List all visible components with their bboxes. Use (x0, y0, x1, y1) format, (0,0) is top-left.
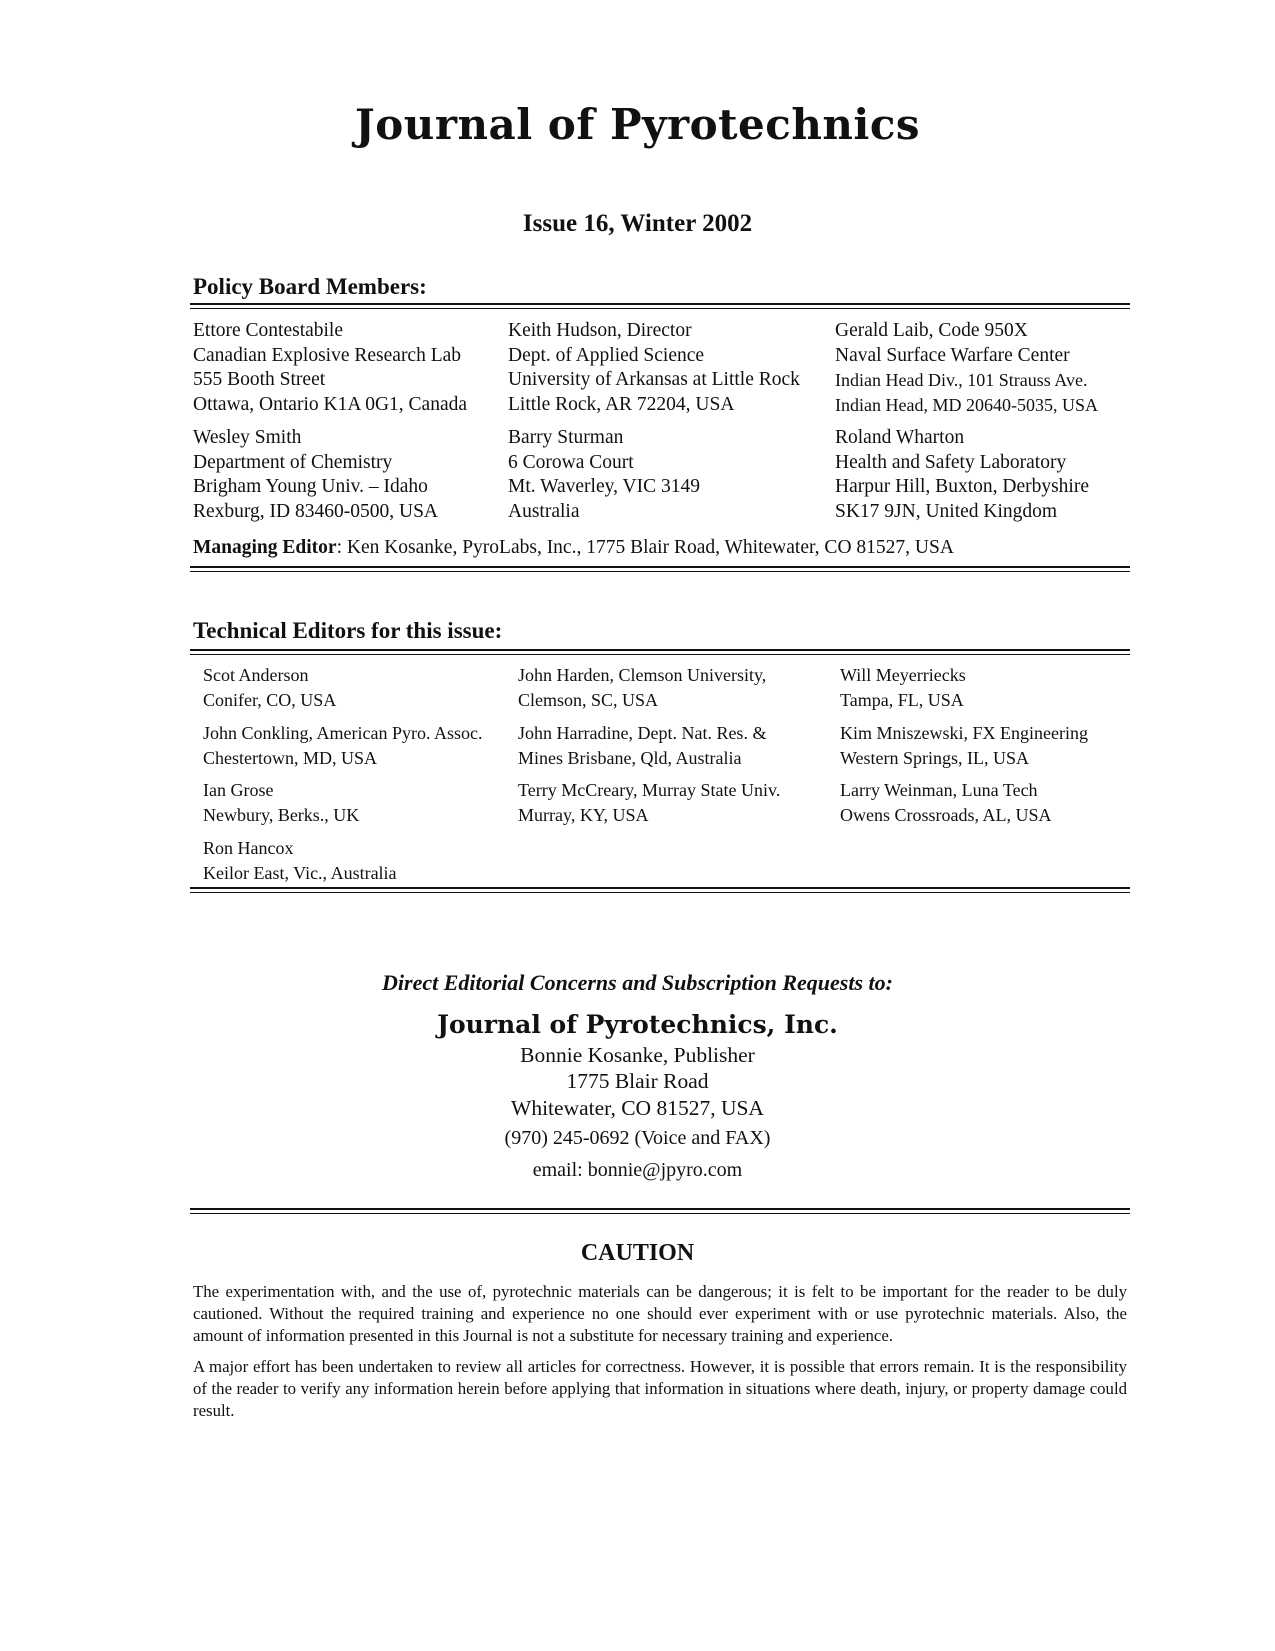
technical-editors-bottom-rule (190, 887, 1130, 893)
policy-member-contestabile: Ettore Contestabile Canadian Explosive Research Lab 555 Booth Street Ottawa, Ontario K1A 0G1, Canada (193, 320, 468, 415)
caution-heading: CAUTION (580, 1240, 695, 1266)
contact-bottom-rule (190, 1208, 1130, 1214)
tech-editor-mccreary: Terry McCreary, Murray State Univ. Murray, KY, USA (518, 780, 781, 825)
tech-editor-grose: Ian Grose Newbury, Berks., UK (203, 780, 360, 825)
policy-member-wharton: Roland Wharton Health and Safety Laboratory Harpur Hill, Buxton, Derbyshire SK17 9JN, United Kingdom (835, 427, 1089, 522)
phone-number: (970) 245-0692 (Voice and FAX) (504, 1127, 771, 1149)
policy-member-laib: Gerald Laib, Code 950X Naval Surface Warfare Center Indian Head Div., 101 Strauss Ave. Indian Head, MD 20640-5035, USA (835, 320, 1098, 415)
company-name: Journal of Pyrotechnics, Inc. (437, 1010, 838, 1039)
tech-editor-harden: John Harden, Clemson University, Clemson, SC, USA (518, 665, 767, 710)
technical-editors-top-rule (190, 649, 1130, 655)
policy-member-sturman: Barry Sturman 6 Corowa Court Mt. Waverley, VIC 3149 Australia (508, 427, 700, 522)
caution-paragraph-2: A major effort has been undertaken to review all articles for correctness. However, it is possible that errors remain. It is the responsibility of the reader to verify any information herein before applying that information in situations where death, injury, or property damage could result. (193, 1357, 1127, 1420)
journal-title: Journal of Pyrotechnics (354, 100, 921, 149)
tech-editor-meyerriecks: Will Meyerriecks Tampa, FL, USA (840, 665, 966, 710)
caution-paragraph-1: The experimentation with, and the use of, pyrotechnic materials can be dangerous; it is felt to be important for the reader to be duly cautioned. Without the required training and experience no one should ever experiment with or use pyrotechnic materials. Also, the amount of information presented in this Journal is not a substitute for necessary training and experience. (193, 1282, 1127, 1345)
publisher-name: Bonnie Kosanke, Publisher (520, 1043, 755, 1067)
tech-editor-mniszewski: Kim Mniszewski, FX Engineering Western Springs, IL, USA (840, 723, 1088, 768)
policy-board-top-rule (190, 303, 1130, 309)
tech-editor-weinman: Larry Weinman, Luna Tech Owens Crossroads, AL, USA (840, 780, 1052, 825)
managing-editor (193, 537, 954, 559)
email-address: email: bonnie@jpyro.com (532, 1159, 743, 1181)
policy-member-hudson: Keith Hudson, Director Dept. of Applied Science University of Arkansas at Little Rock Little Rock, AR 72204, USA (508, 320, 800, 415)
city-address: Whitewater, CO 81527, USA (511, 1096, 764, 1120)
tech-editor-conkling: John Conkling, American Pyro. Assoc. Chestertown, MD, USA (203, 723, 483, 768)
issue-label: Issue 16, Winter 2002 (522, 210, 753, 237)
contact-heading: Direct Editorial Concerns and Subscription Requests to: (382, 970, 893, 995)
policy-board-bottom-rule (190, 566, 1130, 572)
tech-editor-harradine: John Harradine, Dept. Nat. Res. & Mines Brisbane, Qld, Australia (518, 723, 767, 768)
technical-editors-heading: Technical Editors for this issue: (193, 618, 503, 643)
tech-editor-anderson: Scot Anderson Conifer, CO, USA (203, 665, 337, 710)
managing-editor-label: Managing Editor (193, 537, 337, 558)
tech-editor-hancox: Ron Hancox Keilor East, Vic., Australia (203, 838, 397, 883)
policy-board-heading: Policy Board Members: (193, 274, 427, 299)
policy-member-smith: Wesley Smith Department of Chemistry Brigham Young Univ. – Idaho Rexburg, ID 83460-0500, USA (193, 427, 439, 522)
street-address: 1775 Blair Road (566, 1069, 709, 1093)
managing-editor-text: : Ken Kosanke, PyroLabs, Inc., 1775 Blair Road, Whitewater, CO 81527, USA (336, 537, 954, 558)
